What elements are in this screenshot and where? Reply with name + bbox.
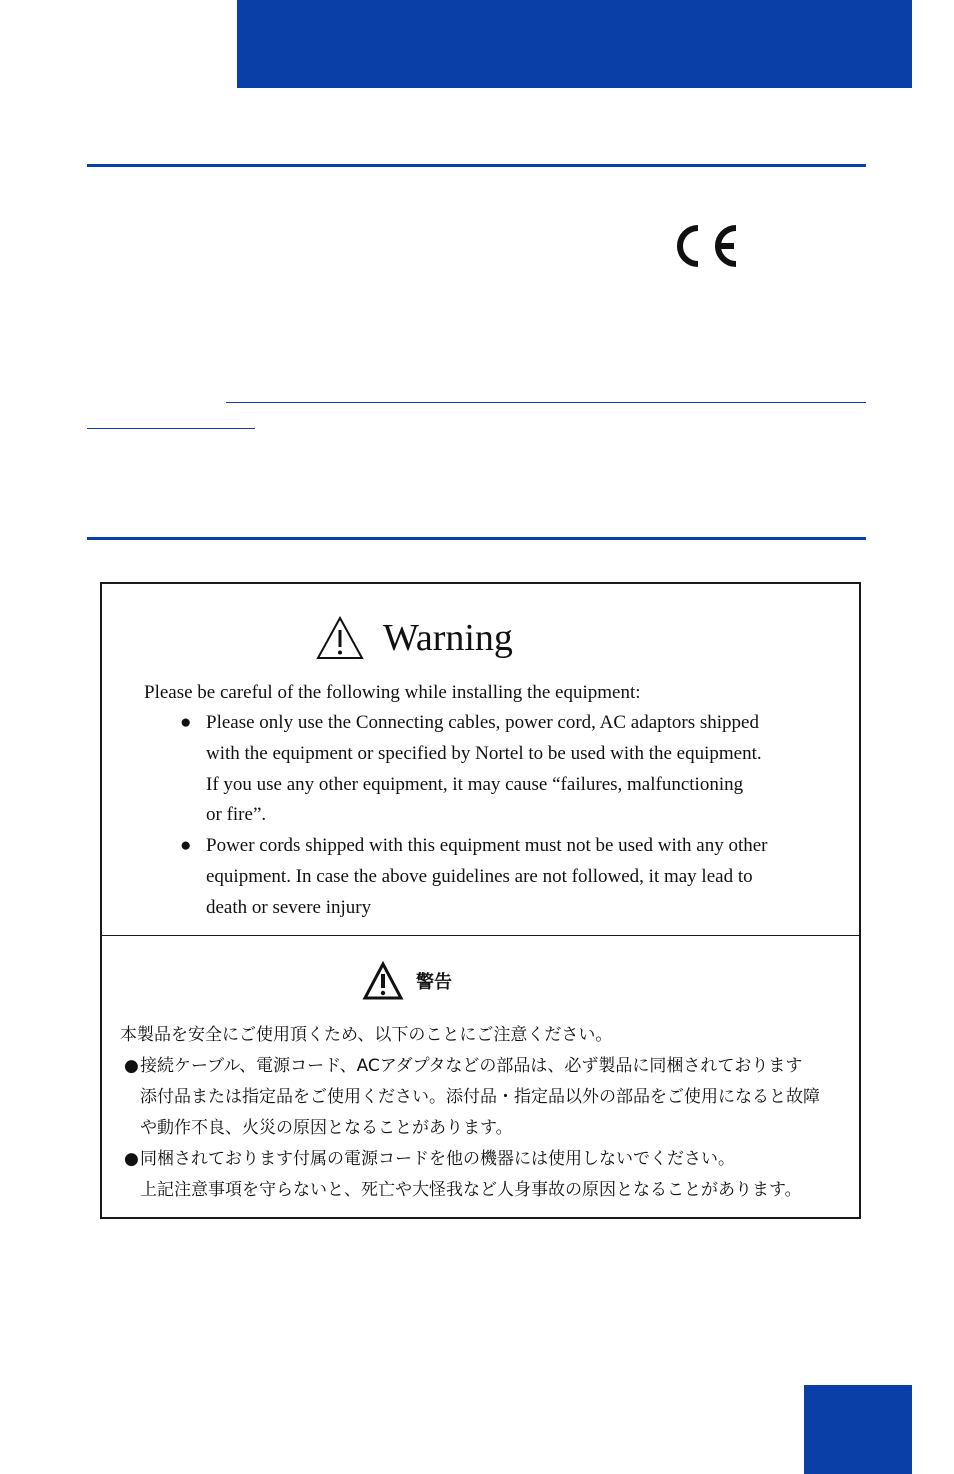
header-bar [237, 0, 912, 88]
warning-triangle-icon [315, 615, 365, 661]
page-number-tab [804, 1385, 912, 1474]
bullet-dot-icon: ● [180, 712, 192, 733]
warning-bullet-list [102, 708, 767, 924]
link-underline-continued[interactable] [87, 428, 255, 429]
bullet-line: Power cords shipped with this equipment must not be used with any other [206, 835, 768, 857]
warning-title-jp: 警告 [416, 972, 452, 993]
warning-triangle-icon [362, 961, 404, 1001]
bullet-line: with the equipment or specified by Nortel to be used with the equipment. [206, 742, 762, 764]
bullet-line: Please only use the Connecting cables, power cord, AC adaptors shipped [206, 712, 759, 733]
list-item [102, 1144, 820, 1206]
list-item [102, 708, 767, 831]
section-rule-top [87, 164, 866, 167]
warning-title: Warning [383, 617, 513, 659]
bullet-line: equipment. In case the above guidelines are not followed, it may lead to [206, 865, 753, 887]
bullet-dot-icon: ● [124, 1056, 139, 1076]
warning-bullet-list-jp [102, 1051, 820, 1206]
bullet-line: If you use any other equipment, it may cause “failures, malfunctioning [206, 773, 744, 795]
bullet-line: or fire”. [206, 804, 267, 826]
warning-box [100, 582, 861, 1219]
list-item [102, 831, 767, 923]
bullet-line: 上記注意事項を守らないと、死亡や大怪我など人身事故の原因となることがあります。 [140, 1180, 802, 1200]
bullet-dot-icon: ● [180, 835, 192, 857]
warning-english-section [102, 584, 859, 936]
bullet-line: 添付品または指定品をご使用ください。添付品・指定品以外の部品をご使用になると故障 [140, 1087, 820, 1107]
bullet-line: 接続ケーブル、電源コード、ACアダプタなどの部品は、必ず製品に同梱されております [140, 1056, 803, 1076]
ce-mark-icon [676, 224, 740, 268]
bullet-line: death or severe injury [206, 896, 372, 918]
bullet-dot-icon: ● [124, 1149, 139, 1169]
list-item [102, 1051, 820, 1144]
warning-title-row [315, 614, 513, 662]
bullet-line: 同梱されております付属の電源コードを他の機器には使用しないでください。 [140, 1149, 735, 1169]
section-rule-middle [87, 537, 866, 540]
warning-intro: Please be careful of the following while installing the equipment: [144, 682, 641, 703]
bullet-line: や動作不良、火災の原因となることがあります。 [140, 1118, 513, 1138]
warning-intro-jp: 本製品を安全にご使用頂くため、以下のことにご注意ください。 [120, 1025, 613, 1045]
warning-title-row-jp [362, 960, 452, 1002]
warning-japanese-section [102, 936, 859, 1217]
link-underline[interactable] [226, 402, 866, 403]
